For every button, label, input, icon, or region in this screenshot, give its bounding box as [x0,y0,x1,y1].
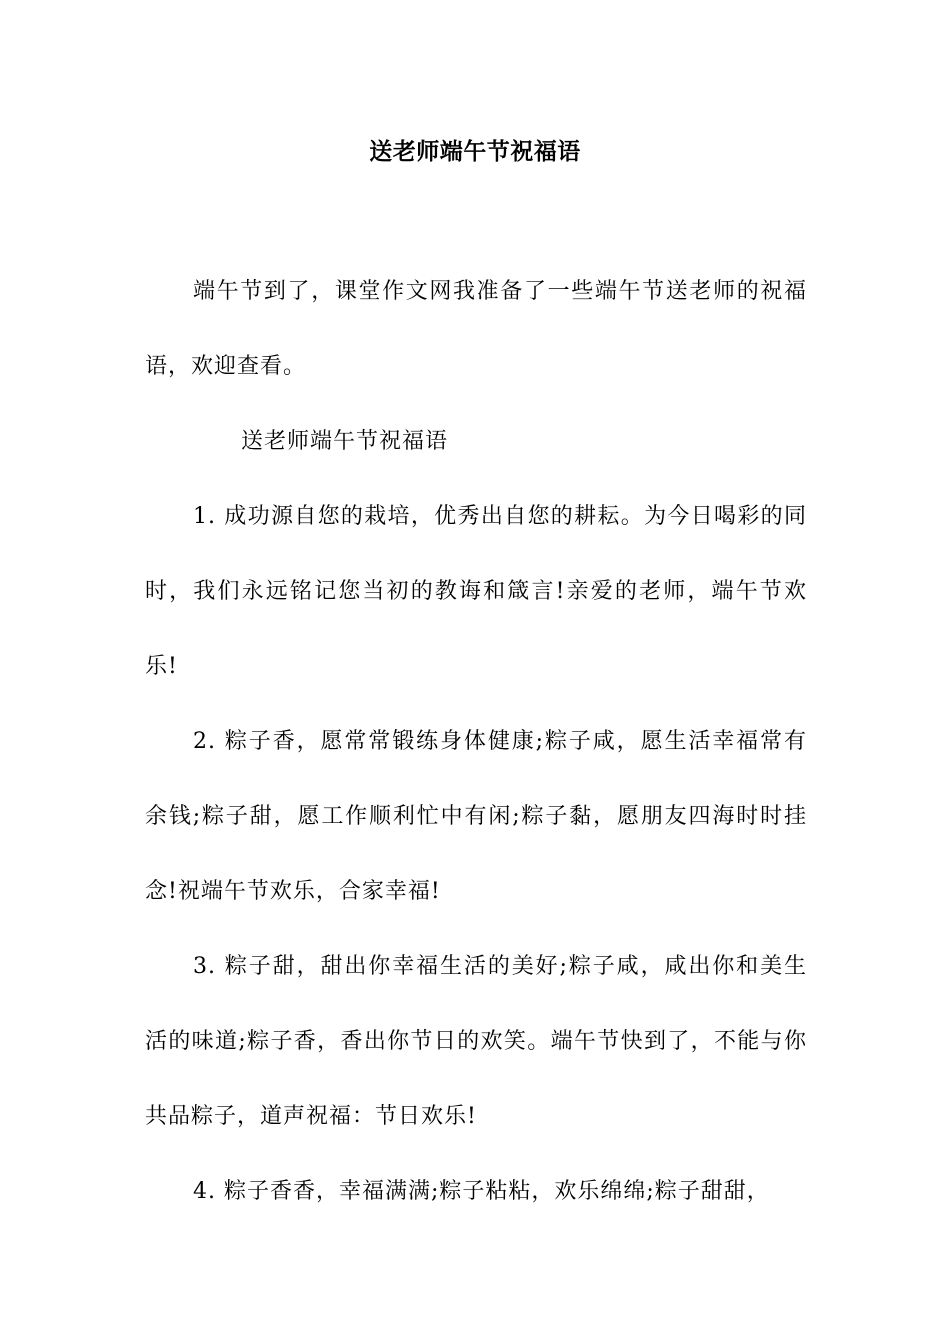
document-body [145,254,807,1229]
list-item: 2. 粽子香，愿常常锻练身体健康;粽子咸，愿生活幸福常有余钱;粽子甜，愿工作顺利忙中有闲;粽子黏，愿朋友四海时时挂念!祝端午节欢乐，合家幸福! [145,729,807,904]
page-title: 送老师端午节祝福语 [369,138,581,165]
list-item: 3. 粽子甜，甜出你幸福生活的美好;粽子咸，咸出你和美生活的味道;粽子香，香出你节日的欢笑。端午节快到了，不能与你共品粽子，道声祝福：节日欢乐! [145,954,807,1129]
section-heading: 送老师端午节祝福语 [241,429,449,454]
intro-paragraph: 端午节到了，课堂作文网我准备了一些端午节送老师的祝福语，欢迎查看。 [145,279,807,379]
list-item: 1. 成功源自您的栽培，优秀出自您的耕耘。为今日喝彩的同时，我们永远铭记您当初的教诲和箴言!亲爱的老师，端午节欢乐! [145,504,807,679]
list-item: 4. 粽子香香，幸福满满;粽子粘粘，欢乐绵绵;粽子甜甜， [193,1179,770,1204]
